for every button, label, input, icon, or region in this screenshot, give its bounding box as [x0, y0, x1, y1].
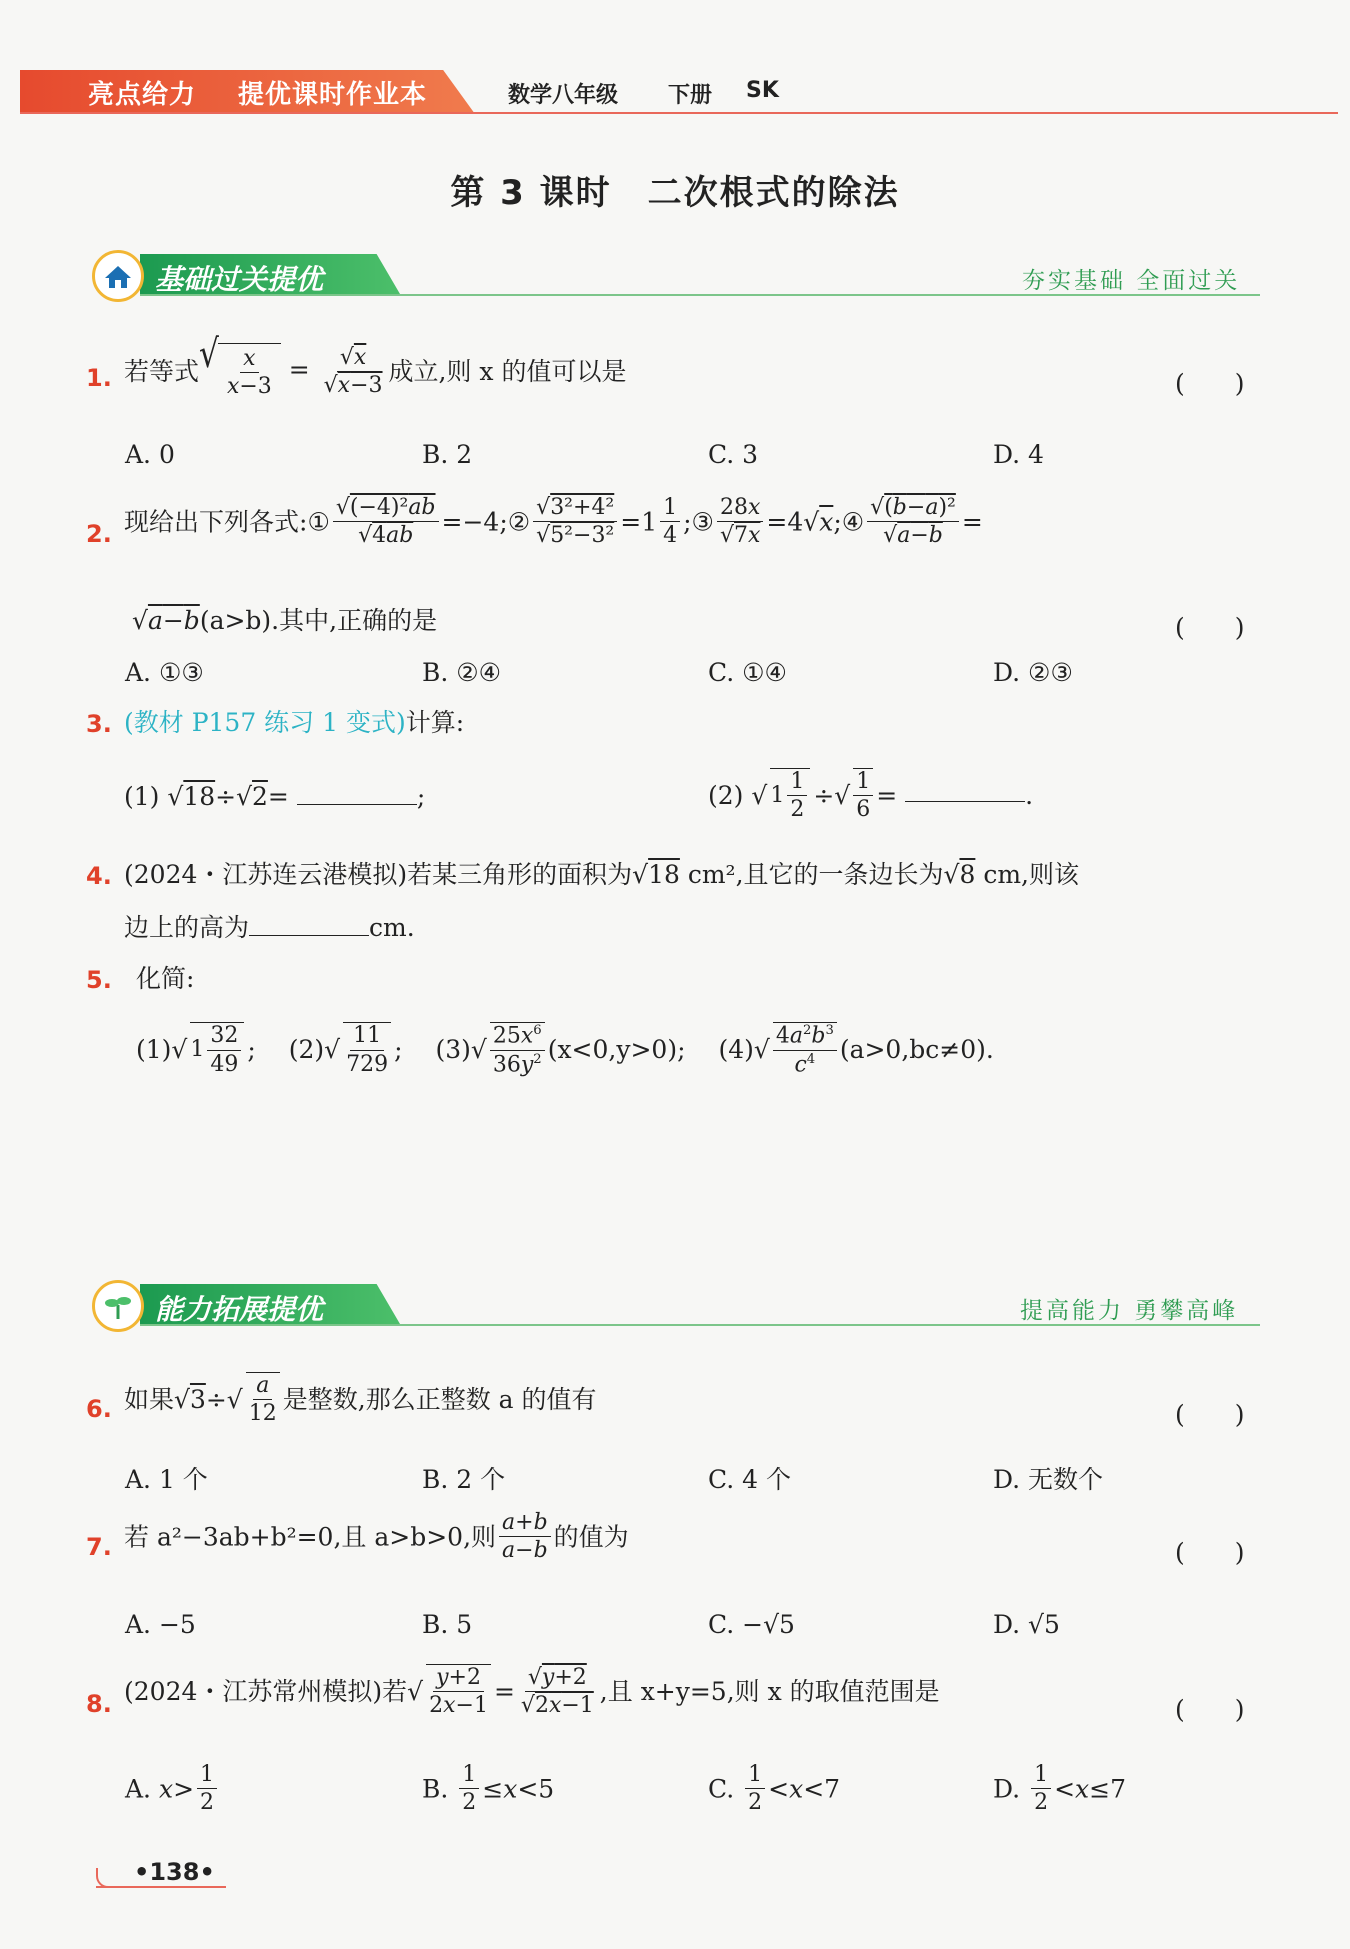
q4-text2: cm²,且它的一条边长为 [679, 860, 944, 889]
answer-blank[interactable] [297, 782, 417, 805]
q4-line2b: cm. [369, 913, 415, 942]
source-tag: (教材 P157 练习 1 变式) [124, 708, 406, 737]
page-number: •138• [134, 1858, 215, 1886]
option-d[interactable]: D. 4 [993, 440, 1044, 469]
page-rule [96, 1886, 226, 1888]
q6-post: 是整数,那么正整数 a 的值有 [282, 1384, 597, 1414]
header-rule [20, 112, 1338, 114]
option-d[interactable]: D. $\frac{1}{2}$ <x≤7 [993, 1762, 1126, 1816]
option-b[interactable]: B. 2 个 [422, 1465, 506, 1494]
part-label: (1) [136, 1035, 172, 1065]
answer-blank[interactable] [905, 779, 1025, 802]
question-number: 8. [86, 1690, 112, 1718]
answer-paren[interactable]: ( ) [1175, 369, 1245, 398]
answer-paren[interactable]: ( ) [1175, 1695, 1245, 1724]
source-tag: (2024・江苏连云港模拟) [124, 860, 408, 889]
section-title: 基础过关提优 [155, 263, 324, 296]
q8-pre: 若 [382, 1676, 408, 1706]
option-a[interactable]: A. 1 个 [125, 1465, 208, 1494]
question-1: 若等式 √ $\frac{x}{x-3}$ = $\frac{√x}{√x-3}$ 成立,则 x 的值可以是 [124, 332, 627, 400]
q4-text3: cm,则该 [975, 860, 1079, 889]
section-subtitle: 提高能力 勇攀高峰 [1020, 1298, 1239, 1324]
q1-pre: 若等式 [124, 356, 200, 386]
q7-pre: 若 a²−3ab+b²=0,且 a>b>0,则 [124, 1522, 497, 1552]
question-7: 若 a²−3ab+b²=0,且 a>b>0,则 $\frac{a+b}{a-b}$ 的值为 [124, 1510, 629, 1564]
question-number: 3. [86, 710, 112, 738]
part-label: (3) [435, 1035, 471, 1065]
question-4: (2024・江苏连云港模拟)若某三角形的面积为√18 cm²,且它的一条边长为√8 cm,则该 [124, 860, 1079, 889]
page-decoration [96, 1868, 128, 1888]
edition-text: SK [746, 78, 779, 103]
section-subtitle: 夯实基础 全面过关 [1022, 268, 1241, 294]
sprout-icon [92, 1280, 144, 1332]
answer-paren[interactable]: ( ) [1175, 1538, 1245, 1567]
option-d[interactable]: D. 无数个 [993, 1465, 1104, 1494]
q3-part1: (1) √18÷√2= ; [124, 782, 426, 811]
q5-parts: (1)√ 1 $\frac{32}{49}$ ; (2)√ $\frac{11}{729}$ ; (3)√ $\frac{25x^6}{36y^2}$ (x<0,y>0); (4)√ $\frac{4a^2b^3}{c^4}$ (a>0,bc≠0). [136, 1023, 994, 1077]
option-d[interactable]: D. √5 [993, 1610, 1060, 1639]
option-b[interactable]: B. ②④ [422, 658, 502, 687]
house-icon [92, 250, 144, 302]
answer-paren[interactable]: ( ) [1175, 1400, 1245, 1429]
q3-text: 计算: [405, 708, 465, 737]
question-3 [124, 710, 464, 735]
option-c[interactable]: C. 4 个 [708, 1465, 791, 1494]
option-c[interactable]: C. 3 [708, 440, 759, 469]
answer-blank[interactable] [249, 913, 369, 936]
q6-pre: 如果 [124, 1384, 175, 1414]
option-b[interactable]: B. $\frac{1}{2}$ ≤x<5 [422, 1762, 555, 1816]
part-label: (2) [708, 780, 744, 810]
fraction-expression: $\frac{√x}{√x-3}$ [323, 344, 383, 398]
option-a[interactable]: A. x> $\frac{1}{2}$ [125, 1762, 220, 1816]
question-number: 7. [86, 1533, 112, 1561]
series-text: 提优课时作业本 [238, 80, 428, 110]
answer-paren[interactable]: ( ) [1175, 613, 1245, 642]
subject-text: 数学八年级 [508, 83, 619, 108]
q4-line2a: 边上的高为 [124, 913, 250, 942]
brand-text: 亮点给力 [88, 80, 197, 110]
option-a[interactable]: A. ①③ [125, 658, 204, 687]
part-label: (2) [288, 1035, 325, 1065]
q2-pre: 现给出下列各式: [124, 507, 308, 537]
part-label: (4) [718, 1035, 754, 1065]
question-6: 如果√3÷√ $\frac{a}{12}$ 是整数,那么正整数 a 的值有 [124, 1373, 597, 1427]
q8-post: ,且 x+y=5,则 x 的取值范围是 [599, 1676, 940, 1706]
q3-part2: (2) √ 1 $\frac{1}{2}$ ÷√ $\frac{1}{6}$ = . [708, 769, 1034, 823]
question-number: 2. [86, 520, 112, 548]
source-tag: (2024・江苏常州模拟) [124, 1676, 383, 1706]
q1-post: 成立,则 x 的值可以是 [388, 356, 627, 386]
option-a[interactable]: A. −5 [125, 1610, 196, 1639]
q4-text1: 若某三角形的面积为 [407, 860, 633, 889]
question-number: 6. [86, 1395, 112, 1423]
sqrt-expression: √ $\frac{x}{x-3}$ [199, 343, 281, 400]
part-label: (1) [124, 782, 160, 811]
question-2-line2: √a−b(a>b).其中,正确的是 [132, 606, 438, 635]
condition-3: (x<0,y>0); [547, 1035, 686, 1065]
option-a[interactable]: A. 0 [125, 440, 175, 469]
volume-text: 下册 [668, 83, 713, 108]
option-c[interactable]: C. −√5 [708, 1610, 795, 1639]
q5-text: 化简: [136, 964, 195, 993]
question-number: 1. [86, 364, 112, 392]
section-title: 能力拓展提优 [155, 1293, 324, 1326]
question-4-line2 [124, 913, 415, 940]
condition-4: (a>0,bc≠0). [839, 1035, 994, 1065]
option-b[interactable]: B. 5 [422, 1610, 473, 1639]
option-d[interactable]: D. ②③ [993, 658, 1073, 687]
question-number: 5. [86, 966, 112, 994]
question-8: (2024・江苏常州模拟)若√ $\frac{y+2}{2x-1}$ = $\frac{√y+2}{√2x-1}$ ,且 x+y=5,则 x 的取值范围是 [124, 1664, 940, 1719]
q2-line2: (a>b).其中,正确的是 [199, 606, 438, 635]
lesson-title: 第 3 课时 二次根式的除法 [450, 173, 900, 213]
question-number: 4. [86, 862, 112, 890]
option-b[interactable]: B. 2 [422, 440, 473, 469]
question-2: 现给出下列各式:① $\frac{\text{√(−4)²ab}}{√4ab}$ =−4;② $\frac{\text{√3²+4²}}{\text{√5²−3²}}$ =1 $\frac{1}{4}$ ;③ $\frac{28x}{√7x}$ =4√x;④ $\frac{\text{√(b−a)²}}{√a-b}$ = [124, 495, 983, 549]
option-c[interactable]: C. ①④ [708, 658, 787, 687]
option-c[interactable]: C. $\frac{1}{2}$ <x<7 [708, 1762, 841, 1816]
q7-post: 的值为 [553, 1522, 629, 1552]
